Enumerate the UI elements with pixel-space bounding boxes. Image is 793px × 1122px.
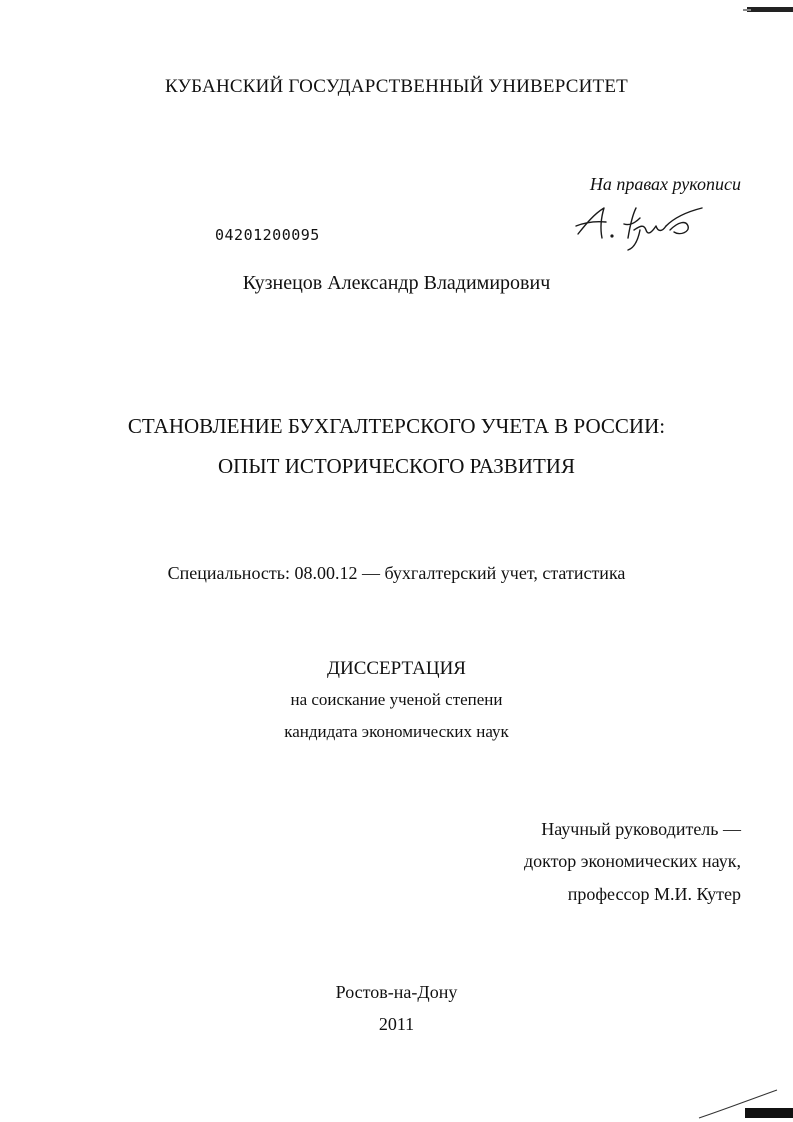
signature-icon bbox=[574, 200, 706, 252]
author-name: Кузнецов Александр Владимирович bbox=[242, 272, 551, 294]
university-name: КУБАНСКИЙ ГОСУДАРСТВЕННЫЙ УНИВЕРСИТЕТ bbox=[165, 76, 628, 97]
specialty: Специальность: 08.00.12 — бухгалтерский учет, статистика bbox=[167, 563, 626, 583]
degree-line-1: на соискание ученой степени bbox=[290, 690, 503, 709]
scan-edge-mark-top-icon bbox=[743, 0, 793, 16]
supervisor-line-2: доктор экономических наук, bbox=[524, 851, 741, 871]
degree-line-2: кандидата экономических наук bbox=[284, 722, 509, 741]
catalog-number: 04201200095 bbox=[215, 226, 320, 244]
scan-edge-mark-bottom-icon bbox=[693, 1082, 793, 1122]
document-type: ДИССЕРТАЦИЯ bbox=[327, 658, 466, 679]
dissertation-title-line-1: СТАНОВЛЕНИЕ БУХГАЛТЕРСКОГО УЧЕТА В РОССИИ: bbox=[127, 414, 666, 438]
dissertation-title-line-2: ОПЫТ ИСТОРИЧЕСКОГО РАЗВИТИЯ bbox=[218, 454, 575, 478]
city: Ростов-на-Дону bbox=[335, 982, 458, 1002]
year: 2011 bbox=[378, 1014, 415, 1034]
supervisor-line-3: профессор М.И. Кутер bbox=[567, 884, 741, 904]
supervisor-line-1: Научный руководитель — bbox=[541, 819, 741, 839]
manuscript-note: На правах рукописи bbox=[589, 174, 741, 194]
